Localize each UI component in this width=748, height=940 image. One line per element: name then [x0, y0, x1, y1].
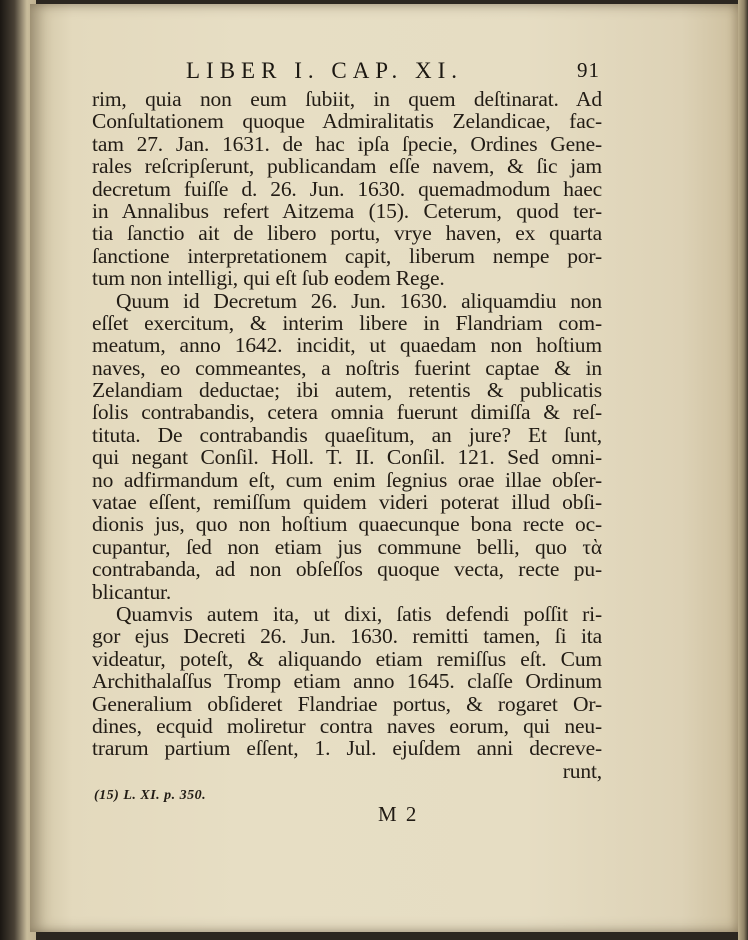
- running-head: LIBER I. CAP. XI.: [186, 58, 464, 83]
- text-line: dionis jus, quo non hoſtium quaecunque bona recte oc-: [92, 512, 602, 537]
- text-line: Quamvis autem ita, ut dixi, ſatis defendi poſſit ri-: [116, 601, 602, 626]
- text-line: decretum fuiſſe d. 26. Jun. 1630. quemadmodum haec: [92, 176, 602, 201]
- catchword: runt,: [562, 758, 602, 783]
- text-line: naves, eo commeantes, a noſtris fuerint captae & in: [92, 355, 602, 380]
- text-line: Conſultationem quoque Admiralitatis Zelandicae, fac-: [92, 109, 602, 134]
- text-line: gor ejus Decreti 26. Jun. 1630. remitti tamen, ſi ita: [92, 624, 602, 649]
- text-line: meatum, anno 1642. incidit, ut quaedam non hoſtium: [92, 333, 602, 358]
- text-line: eſſet exercitum, & interim libere in Flandriam com-: [92, 310, 602, 335]
- body-text: [92, 88, 602, 782]
- text-line: vatae eſſent, remiſſum quidem videri poterat illud obſi-: [92, 490, 602, 515]
- text-line: Archithalaſſus Tromp etiam anno 1645. claſſe Ordinum: [92, 669, 602, 694]
- text-line: contrabanda, ad non obſeſſos quoque vecta, recte pu-: [92, 557, 602, 582]
- text-line: tam 27. Jan. 1631. de hac ipſa ſpecie, Ordines Gene-: [92, 131, 602, 156]
- text-line: Generalium obſideret Flandriae portus, & rogaret Or-: [92, 691, 602, 716]
- text-line: trarum partium eſſent, 1. Jul. ejuſdem anni decreve-: [92, 736, 602, 761]
- text-line: cupantur, ſed non etiam jus commune belli, quo τὰ: [92, 534, 602, 559]
- text-line: no adfirmandum eſt, cum enim ſegnius orae illae obſer-: [92, 467, 602, 492]
- text-line: ſolis contrabandis, cetera omnia fuerunt dimiſſa & reſ-: [92, 400, 602, 425]
- page-fore-edge: [738, 0, 748, 940]
- text-line: in Annalibus refert Aitzema (15). Ceterum, quod ter-: [92, 198, 602, 223]
- text-line: rales reſcripſerunt, publicandam eſſe navem, & ſic jam: [92, 154, 602, 179]
- text-line: blicantur.: [92, 579, 172, 604]
- text-line: tum non intelligi, qui eſt ſub eodem Rege.: [92, 266, 445, 291]
- text-line: Quum id Decretum 26. Jun. 1630. aliquamdiu non: [116, 288, 602, 313]
- text-line: rim, quia non eum ſubiit, in quem deſtinarat. Ad: [92, 87, 602, 111]
- text-line: ſanctione interpretationem capit, liberum nempe por-: [92, 243, 602, 268]
- text-line: Zelandiam deductae; ibi autem, retentis & publicatis: [92, 378, 602, 403]
- text-line: tituta. De contrabandis quaeſitum, an jure? Et ſunt,: [92, 422, 602, 447]
- footnote: (15) L. XI. p. 350.: [94, 788, 207, 803]
- page-header: [94, 58, 600, 88]
- text-line: qui negant Conſil. Holl. T. II. Conſil. 121. Sed omni-: [92, 445, 602, 470]
- text-line: videatur, poteſt, & aliquando etiam remiſſus eſt. Cum: [92, 646, 602, 671]
- page-number: 91: [577, 58, 600, 82]
- text-line: dines, ecquid moliretur contra naves eorum, qui neu-: [92, 713, 602, 738]
- signature-mark: M 2: [378, 802, 419, 826]
- text-line: tia ſanctio ait de libero portu, vrye haven, ex quarta: [92, 221, 602, 246]
